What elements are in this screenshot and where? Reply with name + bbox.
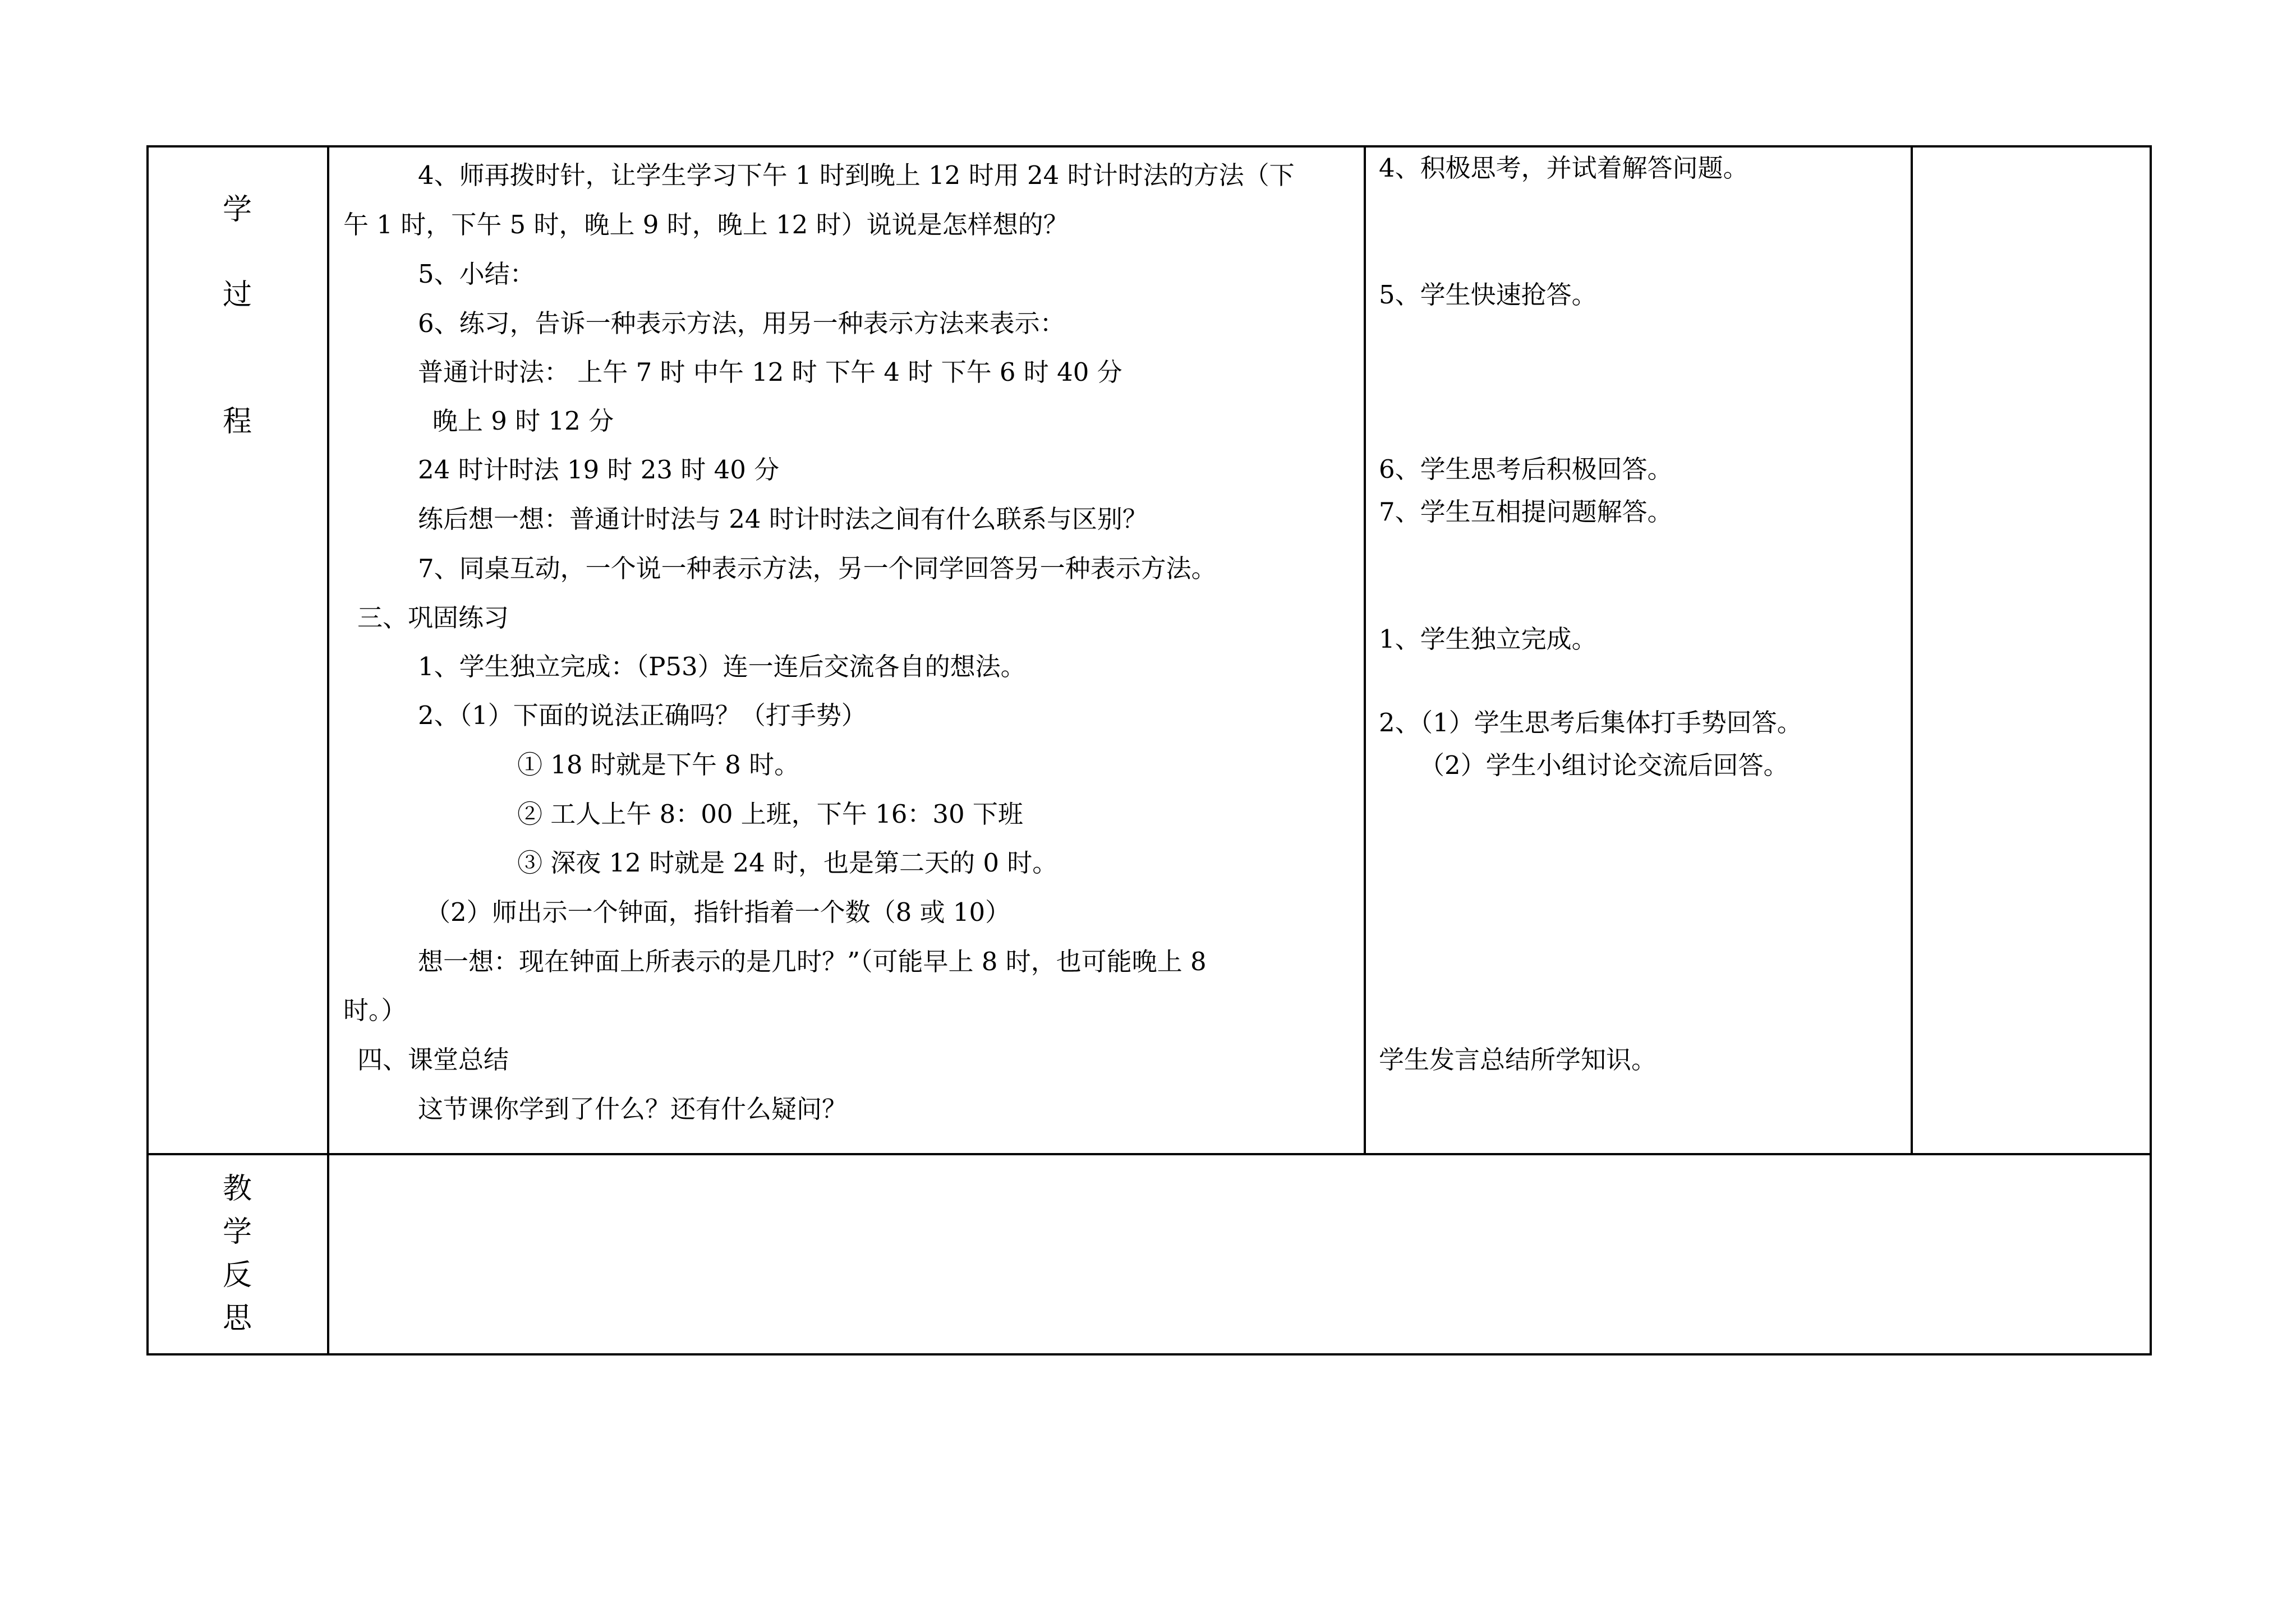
text-line: 24 时计时法 19 时 23 时 40 分 (418, 455, 780, 485)
table-bottom-border (146, 1353, 2152, 1355)
section-heading: 四、课堂总结 (357, 1045, 509, 1075)
text-line: 4、师再拨时针，让学生学习下午 1 时到晚上 12 时用 24 时计时法的方法（下 (418, 160, 1295, 190)
text-line: 7、学生互相提问题解答。 (1379, 497, 1673, 527)
reflection-label-char: 学 (223, 1215, 252, 1249)
text-line: 时。） (343, 995, 407, 1025)
text-line: 2、（1）下面的说法正确吗？（打手势） (418, 700, 867, 730)
text-line: 晚上 9 时 12 分 (432, 406, 614, 436)
text-line: （2）师出示一个钟面，指针指着一个数（8 或 10） (425, 897, 1011, 927)
text-line: 1、学生独立完成。 (1379, 624, 1597, 654)
text-line: 1、学生独立完成：（P53）连一连后交流各自的想法。 (418, 652, 1026, 681)
table-right-border (2150, 145, 2152, 1355)
table-left-border (146, 145, 149, 1355)
table-top-border (146, 145, 2152, 147)
reflection-content-cell (329, 1155, 2150, 1353)
text-line: 7、同桌互动，一个说一种表示方法，另一个同学回答另一种表示方法。 (418, 554, 1217, 583)
text-line: 普通计时法： 上午 7 时 中午 12 时 下午 4 时 下午 6 时 40 分 (418, 357, 1122, 387)
process-label-char: 学 (223, 193, 252, 227)
text-line: 4、积极思考，并试着解答问题。 (1379, 153, 1749, 183)
text-line: 2、（1）学生思考后集体打手势回答。 (1379, 708, 1802, 737)
text-line: ③ 深夜 12 时就是 24 时，也是第二天的 0 时。 (517, 848, 1058, 878)
reflection-label-char: 思 (223, 1302, 252, 1335)
text-line: 学生发言总结所学知识。 (1379, 1045, 1657, 1075)
text-line: 6、学生思考后积极回答。 (1379, 454, 1673, 484)
text-line: 这节课你学到了什么？还有什么疑问？ (418, 1094, 848, 1124)
process-label-char: 过 (223, 278, 252, 312)
text-line: 练后想一想：普通计时法与 24 时计时法之间有什么联系与区别？ (418, 504, 1148, 534)
reflection-label-char: 反 (223, 1258, 252, 1292)
text-line: ① 18 时就是下午 8 时。 (517, 750, 800, 780)
text-line: 5、小结： (418, 259, 535, 289)
text-line: 5、学生快速抢答。 (1379, 280, 1597, 310)
process-label-char: 程 (223, 405, 252, 439)
text-line: 6、练习，告诉一种表示方法，用另一种表示方法来表示： (418, 308, 1065, 338)
reflection-label-char: 教 (223, 1172, 252, 1206)
text-line: ② 工人上午 8：00 上班，下午 16：30 下班 (517, 799, 1023, 829)
notes-cell (1913, 147, 2150, 1153)
text-line: （2）学生小组讨论交流后回答。 (1419, 750, 1789, 780)
text-line: 午 1 时，下午 5 时，晚上 9 时，晚上 12 时）说说是怎样想的？ (343, 210, 1069, 239)
student-column-divider (1364, 145, 1366, 1155)
section-heading: 三、巩固练习 (357, 603, 509, 633)
text-line: 想一想：现在钟面上所表示的是几时？”（可能早上 8 时，也可能晚上 8 (418, 947, 1207, 976)
